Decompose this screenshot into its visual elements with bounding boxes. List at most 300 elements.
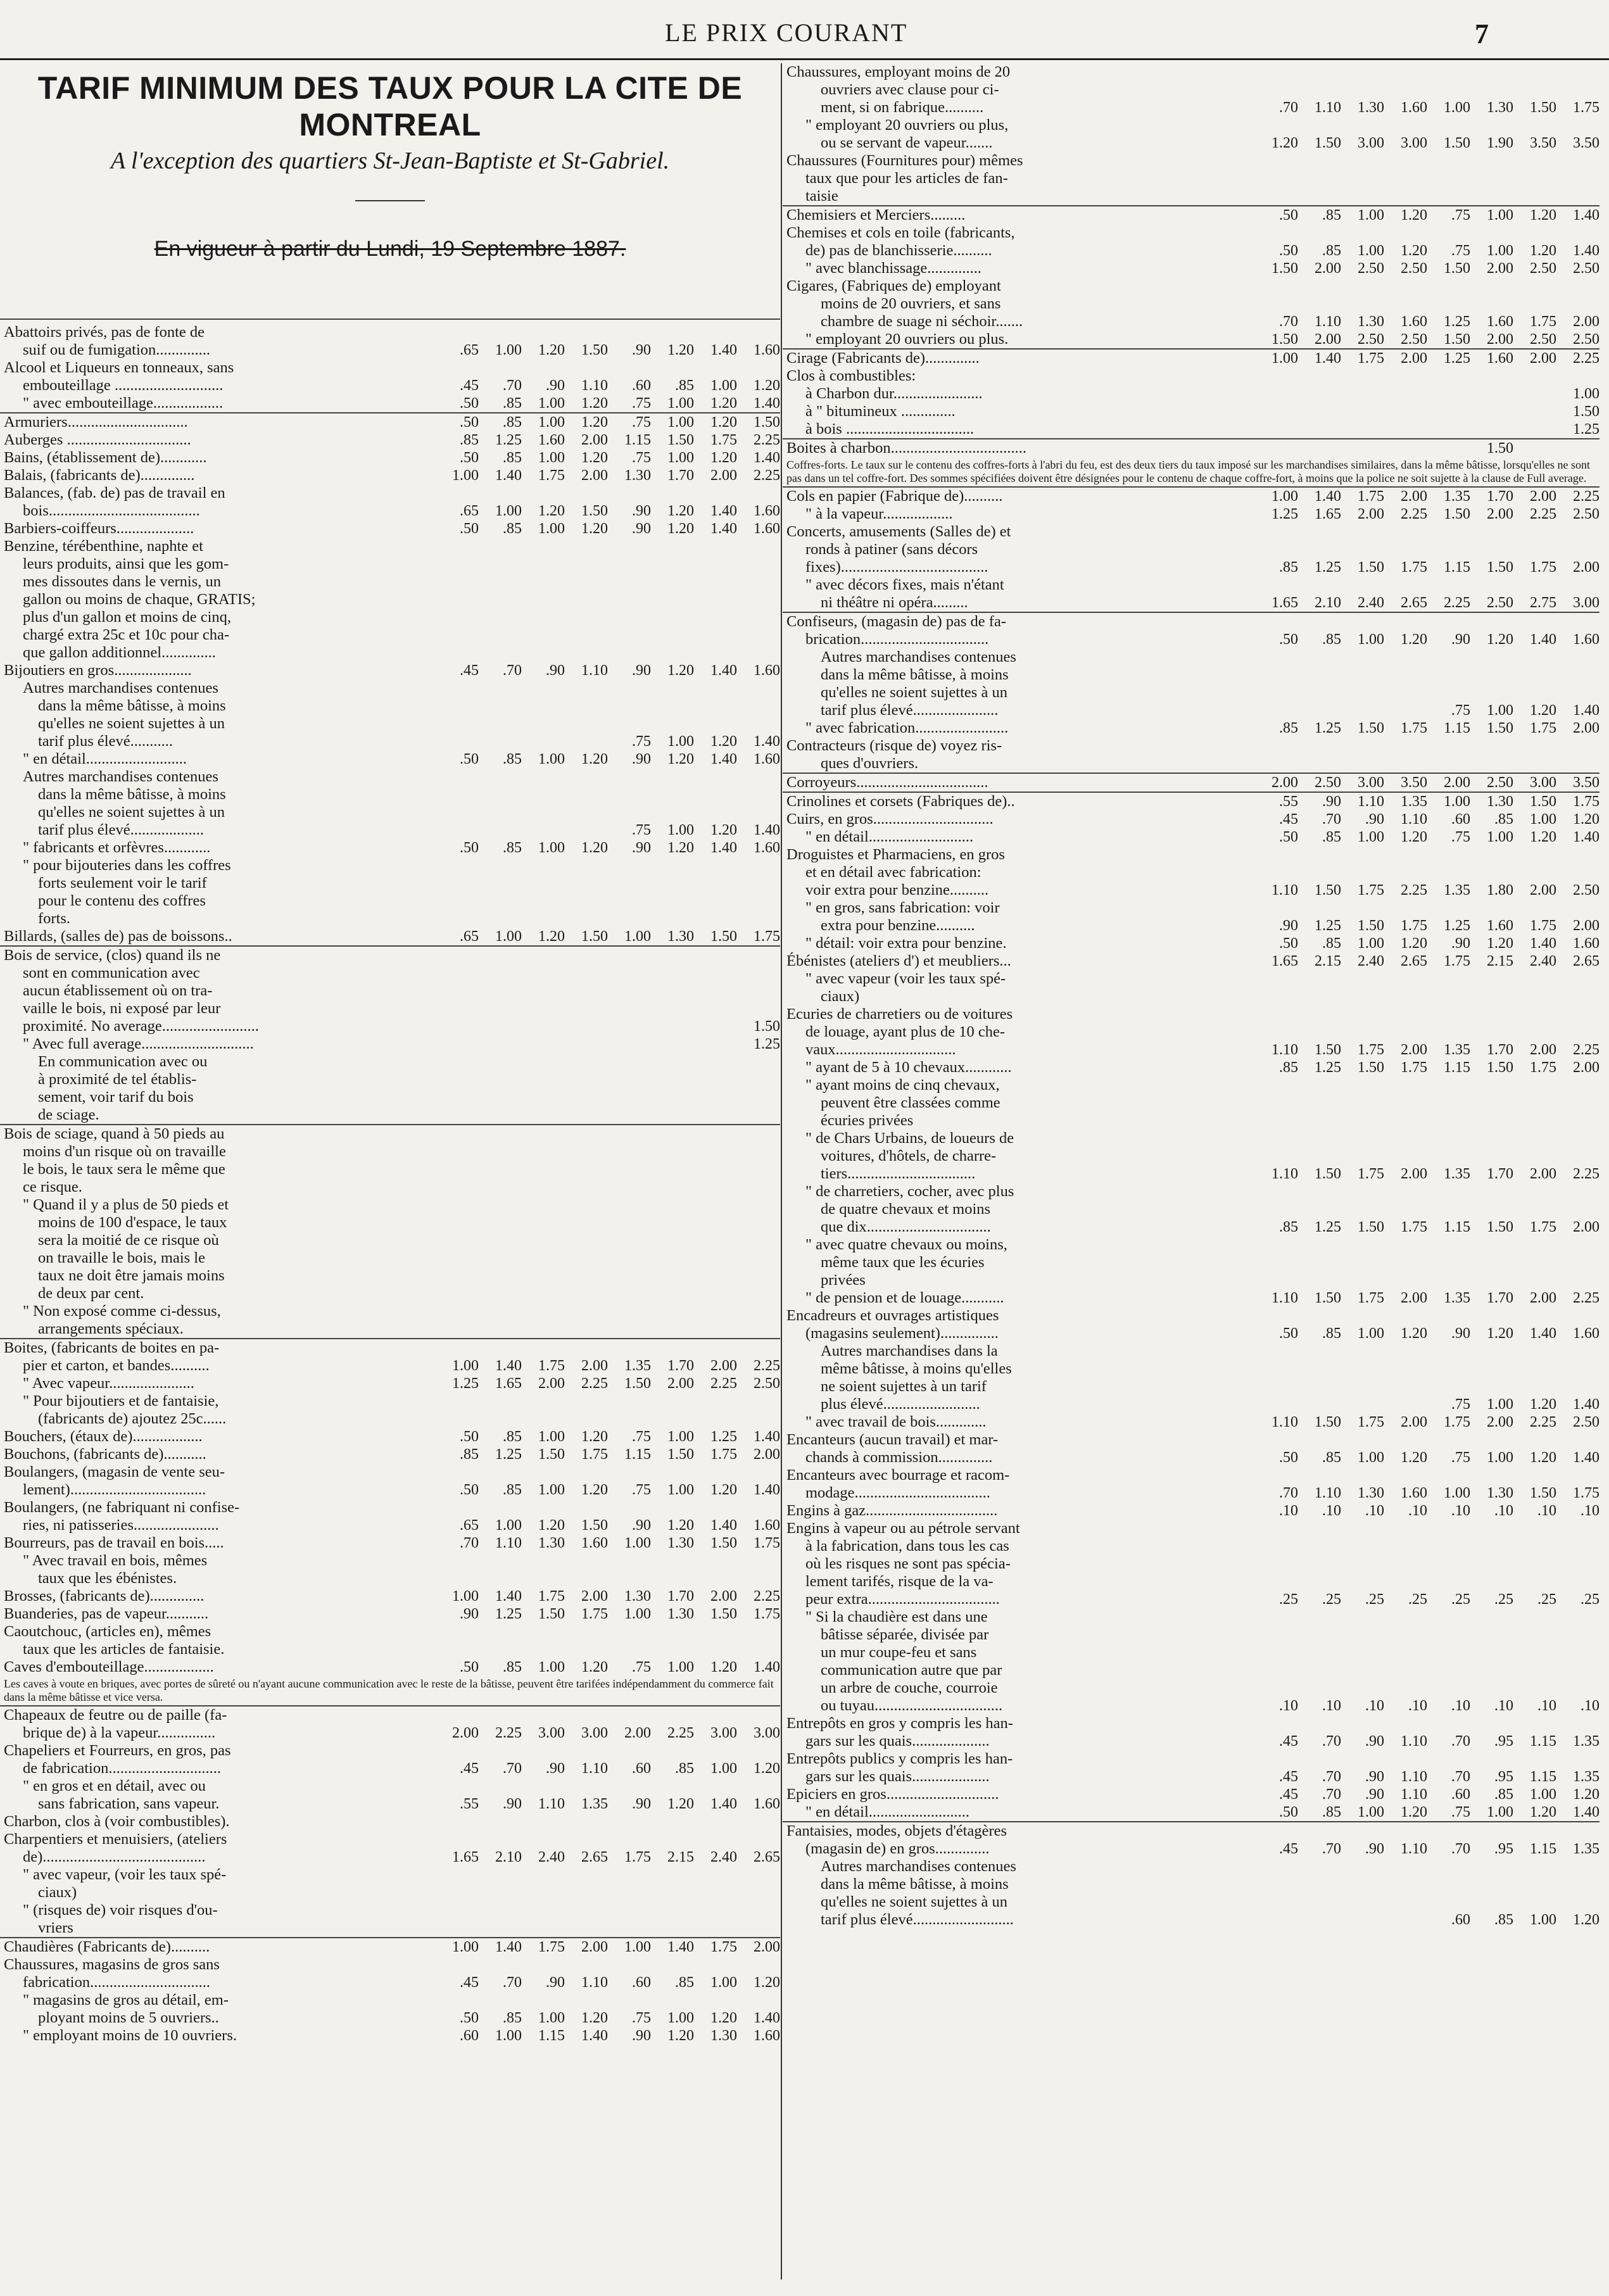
rate-value: 1.60	[754, 342, 780, 358]
rate-value: 1.50	[754, 1018, 780, 1035]
rate-value: .90	[1365, 1769, 1384, 1785]
rate-value: 1.75	[1444, 1414, 1470, 1430]
rate-value: 1.50	[1487, 440, 1513, 457]
rate-value: 1.20	[581, 1429, 608, 1445]
rate-value: .85	[1494, 811, 1513, 828]
rate-label: tarif plus élevé..........................	[821, 1911, 1014, 1928]
rate-label: Ecuries de charretiers ou de voitures	[786, 1006, 1013, 1023]
rate-value: .85	[503, 450, 522, 466]
rate-label: Chapeliers et Fourreurs, en gros, pas	[4, 1742, 231, 1759]
rate-value: 1.00	[1487, 243, 1513, 259]
rate-row	[783, 1662, 1600, 1679]
rate-values	[1255, 1325, 1600, 1342]
rate-value: 2.25	[754, 432, 780, 448]
rate-row	[0, 1035, 780, 1053]
rate-value: 1.75	[710, 432, 737, 448]
rate-value: .75	[632, 1659, 651, 1675]
rate-label: " en détail..........................	[805, 1803, 970, 1820]
rate-value: .70	[1322, 1733, 1341, 1750]
rate-values	[1255, 1413, 1600, 1431]
rate-value: 2.00	[1401, 350, 1427, 367]
rate-value: .70	[503, 1974, 522, 1991]
rate-value: .75	[1451, 243, 1470, 259]
rate-value: .70	[460, 1535, 479, 1551]
rate-values	[436, 502, 780, 520]
rate-value: 1.15	[1444, 559, 1470, 576]
rate-value: .85	[675, 1760, 694, 1777]
rate-value: .75	[632, 395, 651, 412]
rate-label: Balais, (fabricants de)..............	[4, 467, 195, 484]
rate-label: ce risque.	[23, 1178, 82, 1195]
rate-value: 2.00	[581, 432, 608, 448]
rate-row	[783, 970, 1600, 988]
rate-row	[783, 1679, 1600, 1697]
rate-value	[608, 1035, 651, 1053]
rate-row	[0, 1658, 780, 1676]
rate-value: .90	[1365, 811, 1384, 828]
rate-value: 1.15	[1444, 1059, 1470, 1076]
rate-value: 1.00	[710, 1974, 737, 1991]
rate-value	[1427, 420, 1470, 438]
rate-value: .10	[1365, 1698, 1384, 1714]
right-entries	[783, 63, 1600, 457]
rate-value: 1.00	[1487, 207, 1513, 224]
rate-value: 1.50	[1315, 135, 1341, 151]
rate-value: 1.65	[1315, 506, 1341, 522]
rate-row	[783, 403, 1600, 420]
effective-date: En vigueur à partir du Lundi, 19 Septembre 1887.	[154, 237, 626, 261]
rate-value: .85	[1322, 829, 1341, 845]
rate-value: 1.20	[1401, 207, 1427, 224]
rate-values	[1255, 134, 1600, 152]
rate-value: 1.30	[710, 2028, 737, 2044]
rate-value: .75	[632, 2010, 651, 2026]
rate-label: Contracteurs (risque de) voyez ris-	[786, 737, 1002, 754]
rate-row	[0, 1777, 780, 1795]
rate-value: 1.75	[1358, 882, 1384, 899]
rate-row	[783, 737, 1600, 755]
rate-row	[0, 804, 780, 821]
rate-row	[0, 1249, 780, 1267]
rate-row	[0, 394, 780, 412]
rate-row	[0, 2009, 780, 2027]
rate-value: .60	[632, 1974, 651, 1991]
rate-label: même taux que les écuries	[821, 1254, 985, 1271]
rate-value: .25	[1581, 1591, 1600, 1608]
rate-value: .45	[460, 662, 479, 679]
rate-values	[436, 1658, 780, 1676]
rate-value: .90	[632, 1796, 651, 1812]
rate-row	[0, 1919, 780, 1937]
rate-value: 1.75	[538, 467, 565, 484]
rate-row	[0, 1088, 780, 1106]
rate-value: 1.40	[710, 1517, 737, 1534]
rate-value: 1.00	[1530, 1912, 1556, 1928]
rate-value: .90	[632, 503, 651, 519]
rate-values	[1255, 439, 1600, 457]
rate-value: .90	[1451, 1325, 1470, 1342]
rate-label: Chaussures, employant moins de 20	[786, 63, 1011, 80]
rate-values	[1255, 350, 1600, 367]
rate-row	[783, 1130, 1600, 1147]
rate-value: 1.50	[581, 928, 608, 945]
rate-value: 1.60	[1401, 1485, 1427, 1501]
rate-value: 1.75	[1401, 918, 1427, 934]
rate-label: " avec embouteillage..................	[23, 394, 224, 412]
rate-value	[1470, 385, 1513, 403]
rate-label: lement tarifés, risque de la va-	[805, 1573, 994, 1590]
rate-label: sera la moitié de ce risque où	[38, 1232, 219, 1249]
rate-value: 1.20	[1487, 1325, 1513, 1342]
rate-value	[479, 821, 522, 839]
rate-row	[0, 1866, 780, 1884]
rate-label: " Pour bijoutiers et de fantaisie,	[23, 1392, 219, 1410]
rate-value: 2.00	[538, 1375, 565, 1392]
rate-row	[783, 576, 1600, 594]
rate-value: 2.00	[1487, 1414, 1513, 1430]
rate-value: 1.20	[710, 822, 737, 838]
rate-label: " avec travail de bois.............	[805, 1413, 987, 1430]
rate-label: Autres marchandises contenues	[821, 648, 1016, 665]
rate-value: 1.40	[1530, 631, 1556, 648]
rate-value: 1.75	[581, 1446, 608, 1463]
rate-value	[1255, 439, 1298, 457]
rate-value: 3.00	[1358, 774, 1384, 791]
rate-label: fixes)......................................	[805, 558, 988, 576]
rate-value: .85	[503, 1659, 522, 1675]
rate-values	[1255, 331, 1600, 348]
rate-values	[436, 733, 780, 750]
rate-value: 1.20	[710, 450, 737, 466]
rate-row	[783, 1289, 1600, 1307]
rate-value: .90	[1451, 935, 1470, 952]
rate-value	[1298, 1396, 1341, 1413]
rate-value: 1.10	[1271, 1042, 1298, 1058]
rate-values	[436, 1605, 780, 1623]
rate-value	[1255, 702, 1298, 719]
rate-value: 3.00	[1530, 774, 1556, 791]
rate-value: .60	[1451, 1912, 1470, 1928]
rate-value: .10	[1365, 1503, 1384, 1519]
rate-row	[783, 773, 1600, 792]
rate-value: 1.25	[1573, 421, 1600, 438]
rate-values	[1255, 774, 1600, 792]
rate-value	[479, 1035, 522, 1053]
rate-label: (magasins seulement)...............	[805, 1325, 999, 1342]
rate-value	[1470, 420, 1513, 438]
rate-value: 1.15	[624, 432, 651, 448]
rate-value: 1.00	[452, 1939, 479, 1955]
rate-value: .65	[460, 342, 479, 358]
rate-value: 1.40	[710, 662, 737, 679]
rate-value	[651, 1035, 694, 1053]
rate-label: dans la même bâtisse, à moins	[38, 697, 226, 714]
rate-value	[608, 1018, 651, 1035]
rate-row	[783, 1413, 1600, 1431]
rate-row	[0, 1534, 780, 1552]
rate-value: 1.40	[1573, 1449, 1600, 1466]
rate-row	[783, 1715, 1600, 1732]
rate-value: 1.25	[1315, 720, 1341, 736]
rate-values	[1255, 1911, 1600, 1929]
rate-label: ployant moins de 5 ouvriers..	[38, 2009, 219, 2026]
rate-value: .25	[1279, 1591, 1298, 1608]
rate-value: 1.70	[1487, 1042, 1513, 1058]
rate-value: 2.65	[1401, 953, 1427, 969]
rate-row	[783, 1059, 1600, 1076]
rate-values	[1255, 1502, 1600, 1520]
rate-value: 2.00	[581, 1588, 608, 1605]
rate-values	[1255, 828, 1600, 846]
rate-value	[1384, 385, 1427, 403]
rate-value: 1.60	[1487, 350, 1513, 367]
rate-row	[783, 187, 1600, 205]
rate-value: 1.75	[710, 1446, 737, 1463]
rate-label: Encadreurs et ouvrages artistiques	[786, 1307, 999, 1324]
rate-label: " détail: voir extra pour benzine.	[805, 935, 1007, 952]
rate-value: 1.60	[754, 662, 780, 679]
rate-value: 1.25	[1444, 918, 1470, 934]
rate-value: 1.20	[1573, 1912, 1600, 1928]
rate-values	[436, 1428, 780, 1446]
rate-value: 1.00	[538, 1429, 565, 1445]
rate-row	[0, 1338, 780, 1357]
rate-label: taux ne doit être jamais moins	[38, 1267, 225, 1284]
rate-values	[436, 1517, 780, 1534]
rate-value: .25	[1451, 1591, 1470, 1608]
rate-label: Bijoutiers en gros....................	[4, 662, 192, 679]
rate-label: Droguistes et Pharmaciens, en gros	[786, 846, 1005, 863]
rate-value: 1.00	[624, 1535, 651, 1551]
rate-value: 1.00	[667, 2010, 694, 2026]
rate-label: En communication avec ou	[38, 1053, 208, 1070]
rate-value: 2.00	[1315, 260, 1341, 277]
rate-value: 1.30	[624, 467, 651, 484]
rate-value	[436, 1035, 479, 1053]
rate-value: .70	[1279, 313, 1298, 330]
rate-value: 1.50	[1530, 99, 1556, 116]
rate-row	[0, 733, 780, 750]
rate-value: 1.75	[754, 1535, 780, 1551]
rate-row	[783, 367, 1600, 385]
rate-value: 2.15	[667, 1849, 694, 1865]
rate-value: 1.70	[1487, 1166, 1513, 1182]
rate-value: 2.25	[754, 1358, 780, 1374]
rate-value: .25	[1494, 1591, 1513, 1608]
rate-value: 2.00	[710, 1588, 737, 1605]
rate-value: 1.00	[1271, 350, 1298, 367]
rate-value: .50	[1279, 829, 1298, 845]
rate-value: .10	[1322, 1698, 1341, 1714]
rate-value: .85	[1279, 720, 1298, 736]
rate-value	[1341, 1911, 1384, 1929]
rate-label: bâtisse séparée, divisée par	[821, 1626, 989, 1643]
rate-row	[783, 1396, 1600, 1413]
rate-values	[1255, 1732, 1600, 1750]
rate-row	[783, 792, 1600, 811]
rate-value: 1.30	[1358, 99, 1384, 116]
rate-value: .50	[1279, 243, 1298, 259]
rate-value: 1.20	[1530, 829, 1556, 845]
rate-row	[783, 1094, 1600, 1112]
page-number: 7	[1475, 18, 1489, 49]
rate-values	[436, 1018, 780, 1035]
rate-value: 2.75	[1530, 595, 1556, 611]
rate-row	[783, 811, 1600, 828]
rate-value: 1.10	[1401, 1769, 1427, 1785]
rate-value: 1.35	[1401, 793, 1427, 810]
rate-value: .10	[1494, 1503, 1513, 1519]
rate-value	[1470, 403, 1513, 420]
rate-value: .45	[1279, 1786, 1298, 1803]
rate-value: .90	[632, 662, 651, 679]
rate-value: .85	[460, 432, 479, 448]
rate-value: 2.50	[1315, 774, 1341, 791]
rate-row	[0, 715, 780, 733]
rate-label: le bois, le taux sera le même que	[23, 1161, 225, 1178]
rate-value: 1.90	[1487, 135, 1513, 151]
rate-value: 1.40	[754, 1482, 780, 1498]
rate-label: Chaussures, magasins de gros sans	[4, 1956, 220, 1973]
rate-value: .75	[1451, 702, 1470, 719]
rate-value: 1.70	[667, 467, 694, 484]
rate-row	[783, 684, 1600, 702]
rate-value: 1.00	[495, 342, 522, 358]
rate-values	[1255, 1484, 1600, 1502]
rate-value: 1.60	[1487, 313, 1513, 330]
rate-value: 2.50	[1573, 331, 1600, 348]
rate-label: peur extra..................................	[805, 1591, 1000, 1608]
rate-value: 1.40	[710, 840, 737, 856]
rate-value: 1.50	[710, 1535, 737, 1551]
rate-value: 1.60	[1573, 1325, 1600, 1342]
rate-label: Chemises et cols en toile (fabricants,	[786, 224, 1015, 241]
rate-row	[0, 1724, 780, 1742]
rate-value: 2.25	[1573, 488, 1600, 505]
column-separator	[781, 63, 782, 2280]
rate-row	[0, 1214, 780, 1232]
rate-label: à bois .................................	[805, 420, 975, 438]
rate-value: 1.50	[1271, 331, 1298, 348]
rate-values	[1255, 952, 1600, 970]
rate-value: .90	[632, 342, 651, 358]
rate-label: Brosses, (fabricants de)..............	[4, 1587, 205, 1605]
rate-label: " avec blanchissage..............	[805, 260, 982, 277]
rate-value	[436, 1018, 479, 1035]
rate-value: 1.75	[1358, 350, 1384, 367]
rate-value: .50	[460, 751, 479, 767]
rate-value: 1.00	[1358, 829, 1384, 845]
rate-values	[436, 2027, 780, 2045]
rate-value: .85	[503, 414, 522, 431]
rate-value: 1.40	[710, 520, 737, 537]
rate-value: 1.50	[1487, 1059, 1513, 1076]
rate-value	[1298, 439, 1341, 457]
rate-value: .90	[546, 377, 565, 394]
rate-value: 1.35	[1444, 1042, 1470, 1058]
rate-values	[1255, 99, 1600, 117]
rate-value	[1255, 1911, 1298, 1929]
rate-value: .85	[1322, 243, 1341, 259]
rate-value: 1.00	[667, 450, 694, 466]
rate-value: 1.40	[710, 1796, 737, 1812]
rate-value: .50	[460, 450, 479, 466]
rate-label: vaux...............................	[805, 1041, 956, 1058]
rate-row	[0, 1974, 780, 1991]
running-title: LE PRIX COURANT	[665, 18, 908, 47]
rate-label: Bains, (établissement de)............	[4, 449, 207, 466]
rate-value: 1.75	[538, 1588, 565, 1605]
rate-row	[0, 626, 780, 644]
rate-row	[0, 502, 780, 520]
rate-value: 1.20	[538, 342, 565, 358]
rate-values	[436, 1446, 780, 1463]
rate-values	[436, 662, 780, 679]
rate-label: sans fabrication, sans vapeur.	[38, 1795, 220, 1812]
rate-label: bois.......................................	[23, 502, 200, 519]
rate-value: 1.40	[1315, 488, 1341, 505]
rate-row	[0, 1742, 780, 1760]
rate-value: 1.80	[1487, 882, 1513, 899]
rate-label: taux que pour les articles de fan-	[805, 170, 1008, 187]
rate-row	[783, 1183, 1600, 1201]
rate-value: 1.40	[754, 2010, 780, 2026]
rate-value: 1.60	[1573, 631, 1600, 648]
rate-label: Balances, (fab. de) pas de travail en	[4, 484, 225, 501]
rate-value: 1.40	[495, 1588, 522, 1605]
rate-value: 2.00	[1530, 350, 1556, 367]
rate-value: 1.20	[1530, 1396, 1556, 1413]
rate-label: dans la même bâtisse, à moins	[821, 666, 1009, 683]
rate-label: " Quand il y a plus de 50 pieds et	[23, 1196, 229, 1213]
rate-label: ni théâtre ni opéra.........	[821, 594, 968, 611]
rate-value: 2.50	[1573, 260, 1600, 277]
rate-values	[1255, 242, 1600, 260]
rate-label: communication autre que par	[821, 1662, 1002, 1679]
rate-value: 1.60	[581, 1535, 608, 1551]
rate-label: Chemisiers et Merciers.........	[786, 206, 966, 224]
rate-value: .10	[1451, 1503, 1470, 1519]
rate-row	[783, 1484, 1600, 1502]
rate-value: .60	[1451, 1786, 1470, 1803]
rate-value: 1.35	[581, 1796, 608, 1812]
rate-label: Alcool et Liqueurs en tonneaux, sans	[4, 359, 234, 376]
rate-value: 2.00	[710, 1358, 737, 1374]
rate-value: 1.30	[1358, 313, 1384, 330]
rate-value: 1.20	[1530, 207, 1556, 224]
rate-value: 1.20	[710, 1482, 737, 1498]
rate-values	[1255, 702, 1600, 719]
rate-value: 1.25	[1315, 1059, 1341, 1076]
rate-value: .95	[1494, 1733, 1513, 1750]
rate-label: de deux par cent.	[38, 1285, 144, 1302]
rate-values	[436, 1375, 780, 1392]
rate-value	[1298, 420, 1341, 438]
rate-row	[783, 864, 1600, 881]
rate-value: 1.20	[667, 520, 694, 537]
rate-label: ciaux)	[38, 1884, 77, 1901]
rate-values	[436, 1724, 780, 1742]
rate-row	[0, 1161, 780, 1178]
rate-value: 1.75	[754, 928, 780, 945]
rate-value: .85	[675, 1974, 694, 1991]
rate-values	[1255, 260, 1600, 277]
rate-value: 1.35	[1444, 1166, 1470, 1182]
rate-row	[0, 467, 780, 484]
rate-values	[436, 1035, 780, 1053]
rate-value: 1.40	[1530, 1325, 1556, 1342]
rate-value: 2.00	[1401, 488, 1427, 505]
